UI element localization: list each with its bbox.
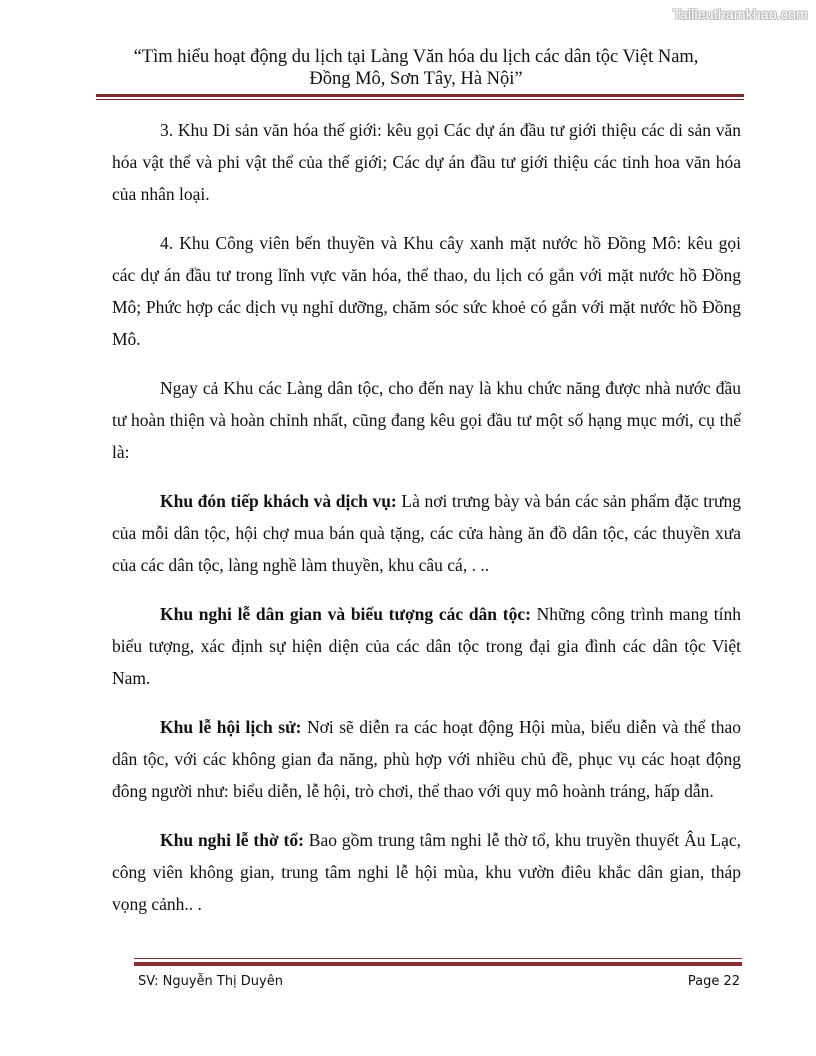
paragraph-text: 4. Khu Công viên bến thuyền và Khu cây xanh mặt nước hồ Đồng Mô: kêu gọi các dự án đầu tư trong lĩnh vực văn hóa, thể thao, du lịch có gắn với mặt nước hồ Đồng Mô; Phức hợp các dịch vụ nghỉ dưỡng, chăm sóc sức khoẻ có gắn với mặt nước hồ Đồng Mô.	[112, 233, 741, 349]
paragraph-text: Là nơi trưng bày và bán các sản phẩm đặc trưng của mỗi dân tộc, hội chợ mua bán quà tặng, các cửa hàng ăn đồ dân tộc, các thuyền xưa của các dân tộc, làng nghề làm thuyền, khu câu cá, . ..	[112, 491, 741, 575]
paragraph	[112, 485, 741, 581]
paragraph	[112, 711, 741, 807]
footer-student-name: SV: Nguyễn Thị Duyên	[138, 974, 283, 989]
paragraph-text: Nơi sẽ diễn ra các hoạt động Hội mùa, biểu diễn và thể thao dân tộc, với các không gian đa năng, phù hợp với nhiều chủ đề, phục vụ các hoạt động đông người như: biểu diễn, lễ hội, trò chơi, thể thao với quy mô hoành tráng, hấp dẫn.	[112, 717, 742, 801]
paragraph-heading: Khu lễ hội lịch sử:	[160, 717, 302, 737]
header-divider	[96, 94, 744, 97]
watermark-text: Tailieuthamkhao.com	[672, 6, 808, 22]
header-line-2: Đồng Mô, Sơn Tây, Hà Nội”	[309, 69, 523, 89]
paragraph-text: Bao gồm trung tâm nghi lễ thờ tổ, khu truyền thuyết Âu Lạc, công viên không gian, trung tâm nghi lễ hội mùa, khu vườn điêu khắc dân gian, tháp vọng cảnh.. .	[112, 830, 741, 914]
paragraph-heading: Khu nghi lễ dân gian và biểu tượng các dân tộc:	[160, 604, 531, 624]
paragraph	[112, 372, 741, 468]
paragraph-text: 3. Khu Di sản văn hóa thế giới: kêu gọi Các dự án đầu tư giới thiệu các di sản văn hóa vật thể và phi vật thể của thế giới; Các dự án đầu tư giới thiệu các tinh hoa văn hóa của nhân loại.	[112, 120, 741, 204]
footer-divider	[134, 962, 742, 966]
document-body	[112, 114, 741, 937]
paragraph	[112, 227, 741, 355]
paragraph-text: Ngay cả Khu các Làng dân tộc, cho đến nay là khu chức năng được nhà nước đầu tư hoàn thiện và hoàn chỉnh nhất, cũng đang kêu gọi đầu tư một số hạng mục mới, cụ thể là:	[112, 378, 741, 462]
paragraph-heading: Khu nghi lễ thờ tổ:	[160, 830, 304, 850]
paragraph	[112, 824, 741, 920]
paragraph-heading: Khu đón tiếp khách và dịch vụ:	[160, 491, 397, 511]
paragraph	[112, 598, 741, 694]
footer-page-number: Page 22	[687, 974, 740, 989]
page-header	[100, 46, 732, 90]
paragraph-text: Những công trình mang tính biểu tượng, xác định sự hiện diện của các dân tộc trong đại gia đình các dân tộc Việt Nam.	[112, 604, 741, 688]
paragraph	[112, 114, 741, 210]
header-line-1: “Tìm hiểu hoạt động du lịch tại Làng Văn hóa du lịch các dân tộc Việt Nam,	[133, 47, 699, 67]
